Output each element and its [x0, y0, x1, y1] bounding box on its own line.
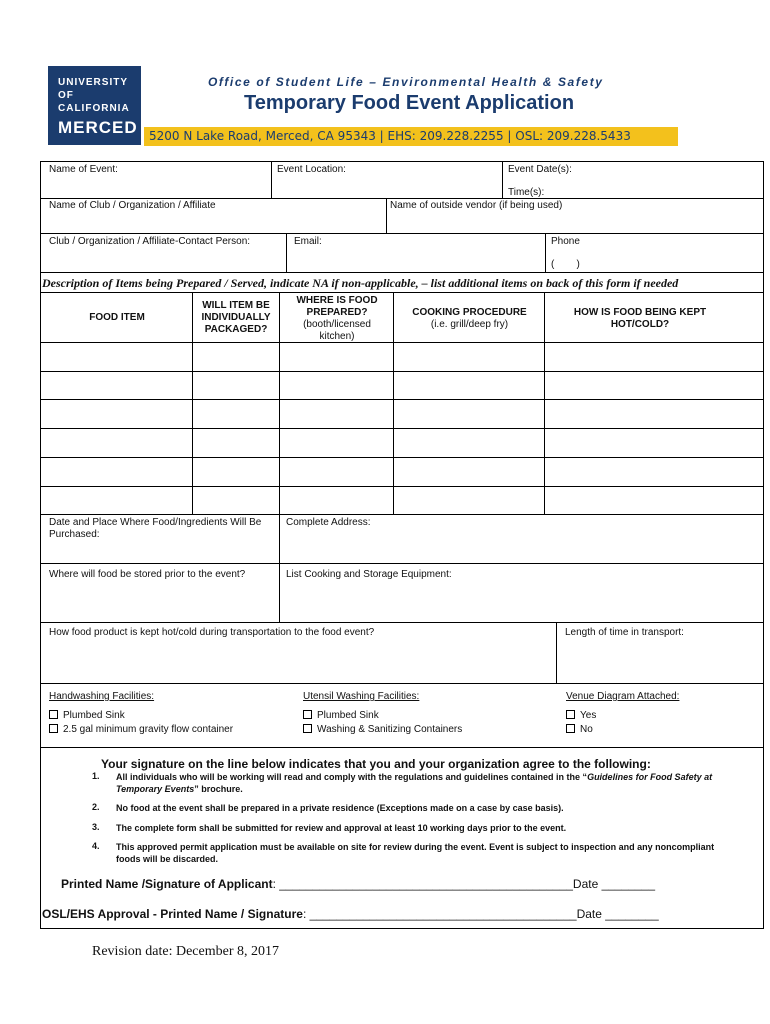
venue-diagram-title: Venue Diagram Attached: [566, 691, 680, 702]
col-kept-hot-cold: HOW IS FOOD BEING KEPT HOT/COLD? [573, 307, 707, 330]
phone-area-code: ( ) [551, 259, 580, 270]
logo-line-california: CALIFORNIA [58, 103, 130, 114]
revision-date: Revision date: December 8, 2017 [92, 944, 280, 959]
utensil-option[interactable]: Washing & Sanitizing Containers [303, 724, 462, 736]
utensil-option[interactable]: Plumbed Sink [303, 710, 379, 722]
rule [279, 514, 280, 622]
office-name: Office of Student Life – Environmental Health & Safety [208, 75, 604, 89]
rule [40, 342, 764, 343]
rule [545, 233, 546, 272]
event-location-field[interactable]: Event Location: [277, 164, 346, 175]
rule [40, 486, 764, 487]
rule [286, 233, 287, 272]
transport-time-field[interactable]: Length of time in transport: [565, 627, 684, 638]
col-cooking-sub: (i.e. grill/deep fry) [430, 319, 509, 330]
rule [502, 161, 503, 198]
phone-field[interactable]: Phone [551, 236, 580, 247]
rule [40, 399, 764, 400]
rule [279, 292, 280, 514]
contact-address-bar: 5200 N Lake Road, Merced, CA 95343 | EHS: 209.228.2255 | OSL: 209.228.5433 [144, 127, 678, 146]
checkbox[interactable] [566, 724, 575, 733]
approval-signature-line[interactable]: OSL/EHS Approval - Printed Name / Signature: ________________________________________Date ________ [42, 907, 659, 921]
rule [40, 514, 764, 515]
agreement-item: This approved permit application must be available on site for review during the event. Event is subject to inspection and any noncompliant foods will be discarded. [116, 842, 715, 864]
transport-field[interactable]: How food product is kept hot/cold during transportation to the food event? [49, 627, 375, 638]
agreement-number: 4. [92, 841, 100, 851]
rule [393, 292, 394, 514]
rule [40, 371, 764, 372]
applicant-signature-line[interactable]: Printed Name /Signature of Applicant: ____________________________________________Date ________ [61, 877, 655, 891]
club-name-field[interactable]: Name of Club / Organization / Affiliate [49, 200, 216, 211]
email-field[interactable]: Email: [294, 236, 322, 247]
rule [40, 428, 764, 429]
col-food-item: FOOD ITEM [89, 312, 145, 323]
name-of-event-field[interactable]: Name of Event: [49, 164, 118, 175]
checkbox[interactable] [49, 710, 58, 719]
rule [192, 292, 193, 514]
agreement-heading: Your signature on the line below indicates that you and your organization agree to the following: [101, 757, 651, 771]
rule [40, 563, 764, 564]
rule [40, 457, 764, 458]
logo-line-of: OF [58, 90, 74, 101]
agreement-item: All individuals who will be working will read and comply with the regulations and guidelines contained in the “Guidelines for Food Safety at Temporary Events” brochure. [116, 772, 713, 794]
contact-person-field[interactable]: Club / Organization / Affiliate-Contact Person: [49, 236, 251, 247]
col-cooking: COOKING PROCEDURE [412, 307, 527, 318]
venue-option-yes[interactable]: Yes [566, 710, 596, 722]
rule [40, 622, 764, 623]
rule [40, 683, 764, 684]
checkbox[interactable] [49, 724, 58, 733]
rule [40, 747, 764, 748]
rule [40, 292, 764, 293]
logo-line-university: UNIVERSITY [58, 77, 129, 88]
checkbox[interactable] [303, 710, 312, 719]
equipment-field[interactable]: List Cooking and Storage Equipment: [286, 569, 452, 580]
utensil-title: Utensil Washing Facilities: [303, 691, 420, 702]
uc-merced-logo [48, 66, 141, 145]
rule [40, 198, 764, 199]
rule [544, 292, 545, 514]
handwashing-option[interactable]: Plumbed Sink [49, 710, 125, 722]
venue-option-no[interactable]: No [566, 724, 593, 736]
col-where-prepared: WHERE IS FOOD PREPARED? [296, 295, 378, 318]
description-heading: Description of Items being Prepared / Served, indicate NA if non-applicable, – list additional items on back of this form if needed [42, 276, 679, 290]
agreement-number: 1. [92, 771, 100, 781]
purchase-field[interactable]: Date and Place Where Food/Ingredients Will Be Purchased: [49, 517, 262, 540]
rule [40, 233, 764, 234]
agreement-number: 2. [92, 802, 100, 812]
storage-field[interactable]: Where will food be stored prior to the event? [49, 569, 246, 580]
times-field[interactable]: Time(s): [508, 187, 545, 198]
col-where-prepared-sub: (booth/licensed kitchen) [303, 319, 371, 342]
rule [40, 272, 764, 273]
agreement-number: 3. [92, 822, 100, 832]
rule [386, 198, 387, 233]
form-title: Temporary Food Event Application [244, 92, 575, 114]
checkbox[interactable] [566, 710, 575, 719]
rule [556, 622, 557, 683]
agreement-item: No food at the event shall be prepared in a private residence (Exceptions made on a case by case basis). [116, 803, 564, 813]
outside-vendor-field[interactable]: Name of outside vendor (if being used) [390, 200, 563, 211]
event-dates-field[interactable]: Event Date(s): [508, 164, 572, 175]
handwashing-title: Handwashing Facilities: [49, 691, 155, 702]
col-packaged: WILL ITEM BE INDIVIDUALLY PACKAGED? [201, 300, 271, 335]
agreement-item: The complete form shall be submitted for review and approval at least 10 working days prior to the event. [116, 823, 567, 833]
handwashing-option[interactable]: 2.5 gal minimum gravity flow container [49, 724, 233, 736]
checkbox[interactable] [303, 724, 312, 733]
complete-address-field[interactable]: Complete Address: [286, 517, 371, 528]
logo-line-merced: MERCED [58, 118, 138, 137]
rule [271, 161, 272, 198]
